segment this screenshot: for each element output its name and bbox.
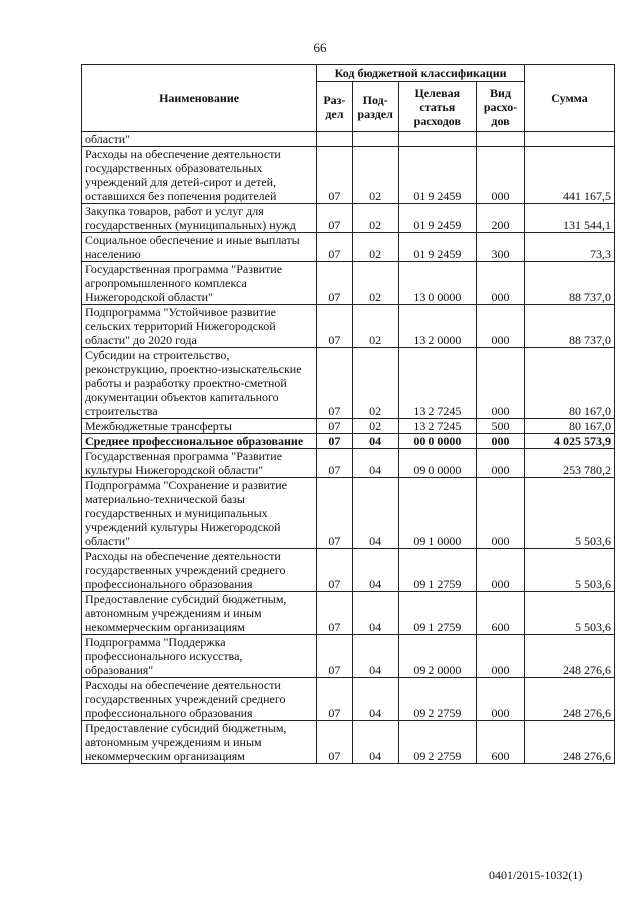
cell-section: 07	[317, 348, 353, 419]
cell-section: 07	[317, 434, 353, 449]
cell-sum: 5 503,6	[525, 549, 615, 592]
cell-section: 07	[317, 262, 353, 305]
cell-target: 13 2 0000	[398, 305, 476, 348]
cell-sum: 4 025 573,9	[525, 434, 615, 449]
cell-subsection: 02	[352, 204, 398, 233]
cell-section: 07	[317, 147, 353, 204]
table-header	[82, 65, 615, 132]
cell-type: 200	[477, 204, 525, 233]
cell-section: 07	[317, 592, 353, 635]
cell-target	[398, 132, 476, 147]
cell-sum	[525, 132, 615, 147]
cell-subsection: 04	[352, 478, 398, 549]
table-row	[82, 348, 615, 419]
cell-sum: 5 503,6	[525, 592, 615, 635]
cell-subsection: 04	[352, 592, 398, 635]
cell-subsection: 04	[352, 434, 398, 449]
table-row	[82, 592, 615, 635]
cell-target: 01 9 2459	[398, 233, 476, 262]
header-name: Наименование	[82, 65, 317, 132]
cell-subsection: 04	[352, 449, 398, 478]
cell-name: Расходы на обеспечение деятельности государственных учреждений среднего профессионального образования	[82, 678, 317, 721]
table-row	[82, 233, 615, 262]
cell-type: 000	[477, 348, 525, 419]
cell-subsection: 04	[352, 549, 398, 592]
cell-subsection: 02	[352, 233, 398, 262]
table-row	[82, 721, 615, 764]
cell-sum: 441 167,5	[525, 147, 615, 204]
cell-target: 09 2 2759	[398, 678, 476, 721]
table-row	[82, 305, 615, 348]
cell-section: 07	[317, 549, 353, 592]
cell-type: 000	[477, 678, 525, 721]
cell-type: 000	[477, 635, 525, 678]
header-target: Целевая статья расходов	[398, 82, 476, 132]
cell-type: 000	[477, 449, 525, 478]
cell-section: 07	[317, 204, 353, 233]
cell-sum: 253 780,2	[525, 449, 615, 478]
cell-section: 07	[317, 233, 353, 262]
cell-name: Закупка товаров, работ и услуг для государственных (муниципальных) нужд	[82, 204, 317, 233]
cell-type: 600	[477, 721, 525, 764]
cell-section: 07	[317, 721, 353, 764]
table-row	[82, 262, 615, 305]
cell-target: 01 9 2459	[398, 147, 476, 204]
cell-name: Субсидии на строительство, реконструкцию, проектно-изыскательские работы и разработку проектно-сметной документации объектов капитального строительства	[82, 348, 317, 419]
header-subsection: Под-раздел	[352, 82, 398, 132]
cell-subsection: 02	[352, 147, 398, 204]
cell-target: 09 2 2759	[398, 721, 476, 764]
cell-type: 000	[477, 434, 525, 449]
table-row	[82, 635, 615, 678]
table-row	[82, 419, 615, 434]
table-row	[82, 549, 615, 592]
cell-section: 07	[317, 478, 353, 549]
cell-target: 13 2 7245	[398, 419, 476, 434]
cell-sum: 248 276,6	[525, 721, 615, 764]
cell-target: 09 1 2759	[398, 549, 476, 592]
cell-name: Предоставление субсидий бюджетным, автономным учреждениям и иным некоммерческим организациям	[82, 721, 317, 764]
table-row	[82, 678, 615, 721]
cell-sum: 73,3	[525, 233, 615, 262]
cell-subsection: 02	[352, 348, 398, 419]
cell-subsection: 04	[352, 721, 398, 764]
cell-type: 600	[477, 592, 525, 635]
cell-type: 000	[477, 305, 525, 348]
cell-sum: 80 167,0	[525, 419, 615, 434]
cell-type: 000	[477, 478, 525, 549]
table-row	[82, 449, 615, 478]
cell-type	[477, 132, 525, 147]
cell-section: 07	[317, 305, 353, 348]
table-row	[82, 132, 615, 147]
header-section: Раз-дел	[317, 82, 353, 132]
cell-type: 000	[477, 262, 525, 305]
cell-section	[317, 132, 353, 147]
cell-name: Подпрограмма "Сохранение и развитие материально-технической базы государственных и муниципальных учреждений культуры Нижегородской области"	[82, 478, 317, 549]
cell-target: 09 0 0000	[398, 449, 476, 478]
cell-name: Социальное обеспечение и иные выплаты населению	[82, 233, 317, 262]
cell-name: Предоставление субсидий бюджетным, автономным учреждениям и иным некоммерческим организациям	[82, 592, 317, 635]
cell-type: 500	[477, 419, 525, 434]
cell-subsection: 02	[352, 305, 398, 348]
cell-name: Расходы на обеспечение деятельности государственных учреждений среднего профессионального образования	[82, 549, 317, 592]
header-type: Вид расхо-дов	[477, 82, 525, 132]
header-code-group: Код бюджетной классификации	[317, 65, 525, 82]
cell-subsection	[352, 132, 398, 147]
table-row	[82, 147, 615, 204]
budget-table	[81, 64, 615, 764]
cell-target: 09 1 0000	[398, 478, 476, 549]
cell-name: Подпрограмма "Устойчивое развитие сельских территорий Нижегородской области" до 2020 года	[82, 305, 317, 348]
cell-name: Межбюджетные трансферты	[82, 419, 317, 434]
cell-section: 07	[317, 678, 353, 721]
cell-sum: 88 737,0	[525, 305, 615, 348]
cell-name: области"	[82, 132, 317, 147]
cell-target: 01 9 2459	[398, 204, 476, 233]
cell-name: Среднее профессиональное образование	[82, 434, 317, 449]
cell-section: 07	[317, 419, 353, 434]
cell-type: 000	[477, 549, 525, 592]
cell-name: Государственная программа "Развитие культуры Нижегородской области"	[82, 449, 317, 478]
cell-target: 13 2 7245	[398, 348, 476, 419]
cell-subsection: 04	[352, 678, 398, 721]
cell-type: 300	[477, 233, 525, 262]
table-row	[82, 434, 615, 449]
table-row	[82, 204, 615, 233]
table-row	[82, 478, 615, 549]
header-sum: Сумма	[525, 65, 615, 132]
cell-sum: 248 276,6	[525, 678, 615, 721]
cell-name: Расходы на обеспечение деятельности государственных образовательных учреждений для детей-сирот и детей, оставшихся без попечения родителей	[82, 147, 317, 204]
cell-name: Государственная программа "Развитие агропромышленного комплекса Нижегородской области"	[82, 262, 317, 305]
document-code: 0401/2015-1032(1)	[489, 868, 583, 882]
cell-sum: 5 503,6	[525, 478, 615, 549]
cell-target: 13 0 0000	[398, 262, 476, 305]
cell-target: 00 0 0000	[398, 434, 476, 449]
cell-sum: 131 544,1	[525, 204, 615, 233]
cell-target: 09 1 2759	[398, 592, 476, 635]
page-number: 66	[313, 40, 327, 55]
cell-subsection: 02	[352, 262, 398, 305]
cell-target: 09 2 0000	[398, 635, 476, 678]
cell-sum: 80 167,0	[525, 348, 615, 419]
cell-name: Подпрограмма "Поддержка профессионального искусства, образования"	[82, 635, 317, 678]
cell-section: 07	[317, 449, 353, 478]
table-body	[82, 132, 615, 764]
cell-sum: 248 276,6	[525, 635, 615, 678]
cell-subsection: 02	[352, 419, 398, 434]
cell-section: 07	[317, 635, 353, 678]
cell-type: 000	[477, 147, 525, 204]
cell-subsection: 04	[352, 635, 398, 678]
cell-sum: 88 737,0	[525, 262, 615, 305]
